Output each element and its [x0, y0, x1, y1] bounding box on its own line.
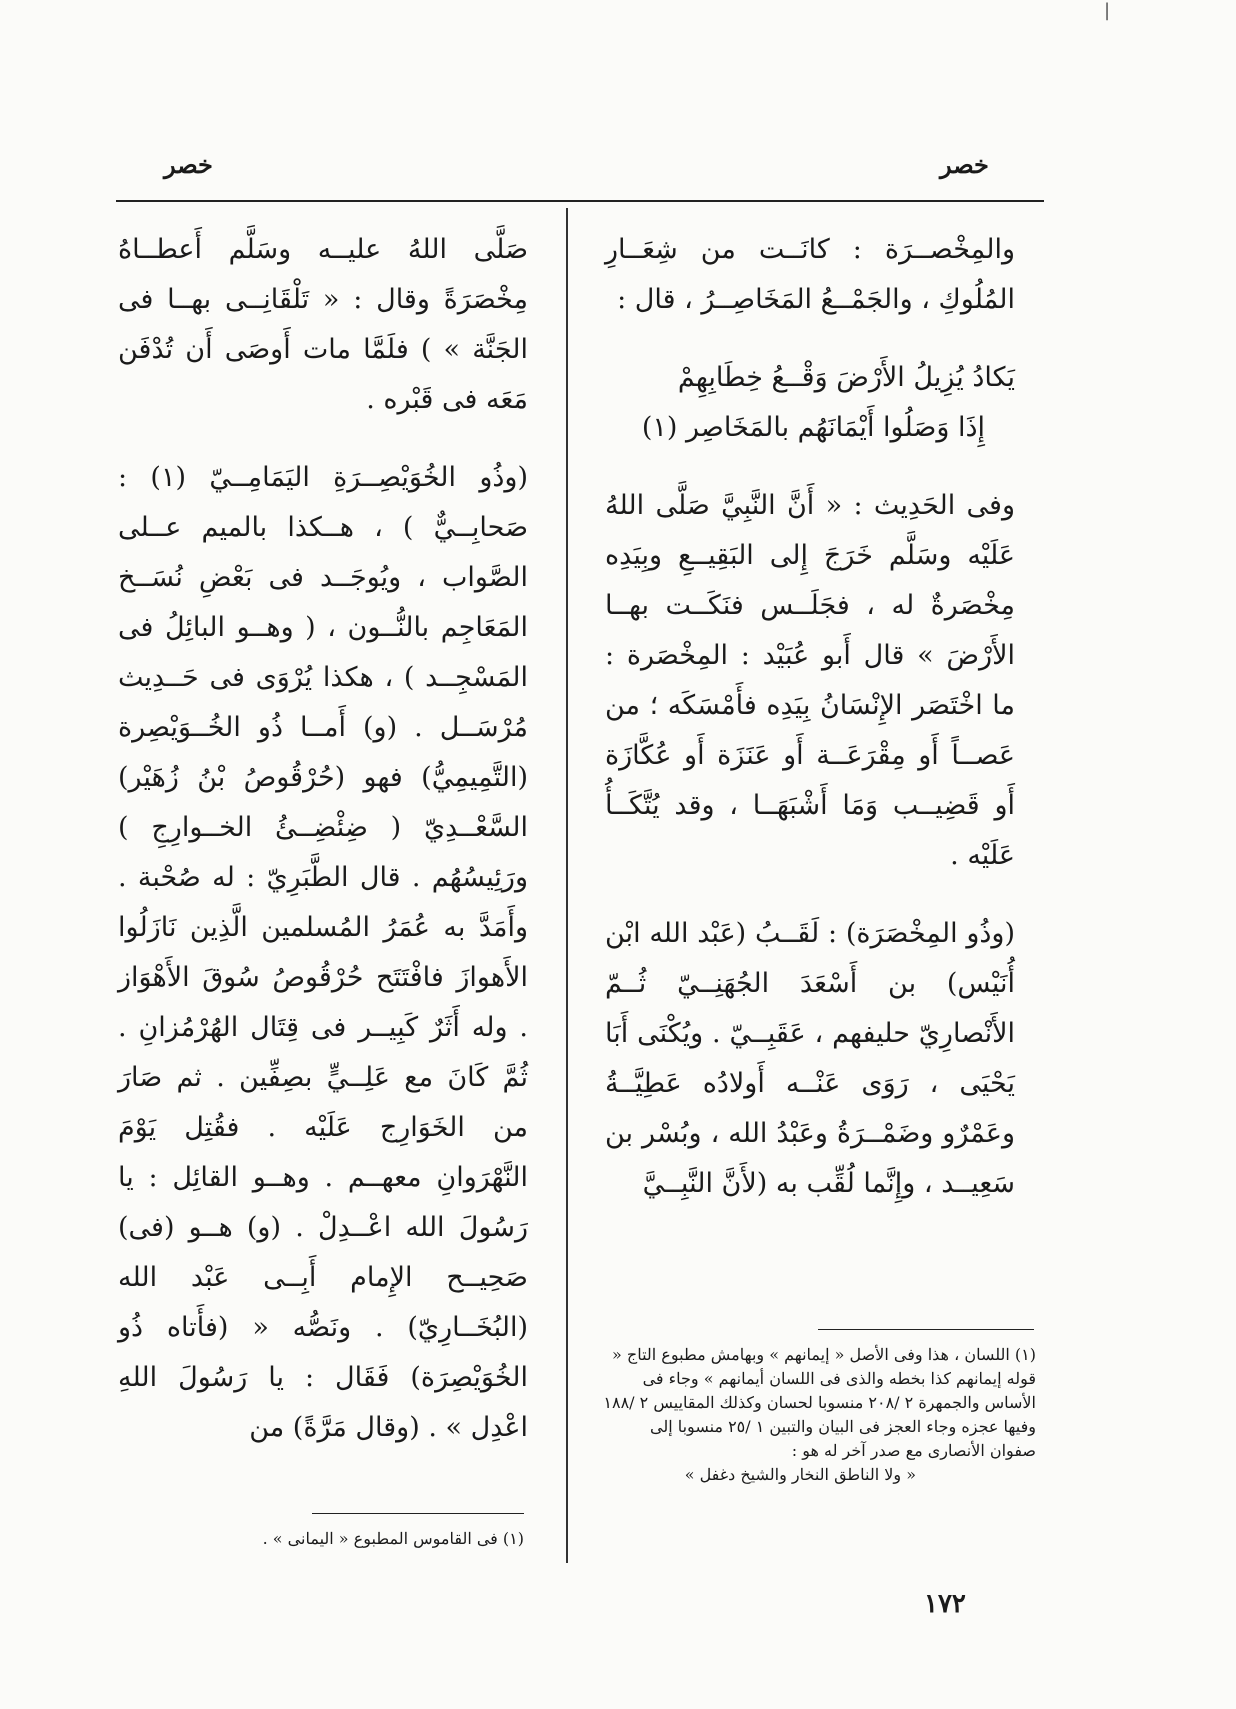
column-divider — [566, 208, 568, 1563]
right-column — [605, 225, 1015, 1209]
footnotes-left — [232, 1527, 524, 1551]
verse-line-2: إِذَا وَصَلُوا أَيْمَانَهُم بالمَخَاصِر (١) — [641, 412, 985, 443]
running-header-right: خصر — [940, 150, 989, 179]
left-paragraph-2: (وذُو الخُوَيْصِــرَةِ اليَمَامِــيّ (١) : صَحابِــيٌّ ) ، هــكذا بالميم عــلى الصَّواب ، ويُوجَــد فى بَعْضِ نُسَــخ المَعَاجِم بالنُّــون ، ( وهــو البائِلُ فى المَسْجِــد ) ، هكذا يُرْوَى فى حَــدِيث مُرْسَــل . (و) أَمــا ذُو الخُــوَيْصِرة (التَّمِيمِيُّ) فهو (حُرْقُوصُ بْنُ زُهَيْر) السَّعْــدِيّ ( ضِئْضِــئُ الخــوارِجِ ) ورَئِيسُهُم . قال الطَّبَرِيّ : له صُحْبة . وأَمَدَّ به عُمَرُ المُسلمين الَّذِين نَازَلُوا الأَهوازَ فافْتَتَح حُرْقُوصُ سُوقَ الأَهْوَاز . وله أَثَرٌ كَبِيــر فى قِتَال الهُرْمُزانِ . ثُمَّ كَانَ مع عَلِــيٍّ بصِفِّين . ثم صَارَ من الخَوَارِج عَلَيْه . فقُتِل يَوْمَ النَّهْرَوانِ معهــم . وهــو القائِل : يا رَسُولَ الله اعْــدِلْ . (و) هــو (فى) صَحِيــح الإِمام أَبِــى عَبْد الله (البُخَــارِيّ) . ونَصُّه « (فأَتاه ذُو الخُوَيْصِرَة) فَقَال : يا رَسُولَ اللهِ اعْدِل » . (وقال مَرَّةً) من — [118, 462, 528, 1443]
footnote-right-1: (١) اللسان ، هذا وفى الأصل « إيمانهم » وبهامش مطبوع التاج « قوله إيمانهم كذا بخطه والذى فى اللسان أيمانهم » وجاء فى الأساس والجمهرة ٢ /٢٠٨ منسوبا لحسان وكذلك المقاييس ٢ /١٨٨ وفيها عجزه وجاء العجز فى البيان والتبين ١ /٢٥ منسوبا إلى صفوان الأنصارى مع صدر آخر له هو : — [603, 1345, 1036, 1460]
verse-line-1: يَكادُ يُزِيلُ الأَرْضَ وَقْــعُ خِطَابِهِمْ — [677, 362, 1015, 393]
right-paragraph-2: وفى الحَدِيث : « أَنَّ النَّبِيَّ صَلَّى اللهُ عَلَيْه وسَلَّم خَرَجَ إِلى البَقِيــعِ وبِيَدِه مِخْصَرةٌ له ، فجَلَــس فنَكَــت بهــا الأَرْضَ » قال أَبو عُبَيْد : المِخْصَرة : ما اخْتَصَر الإِنْسَانُ بِيَدِه فأَمْسَكَه ؛ من عَصــاً أَو مِقْرَعَــة أَو عَنَزَة أَو عُكَّازَة أَو قَضِيــب وَمَا أَشْبَهَــا ، وقد يُتَّكَــأُ عَلَيْه . — [605, 490, 1015, 871]
page-number: ١٧٢ — [924, 1589, 966, 1619]
header-rule — [116, 200, 1044, 202]
footnote-rule-right — [818, 1329, 1034, 1330]
scan-mark: | — [1104, 0, 1111, 21]
footnotes-right — [600, 1343, 1036, 1487]
left-paragraph-1: صَلَّى اللهُ عليــه وسَلَّم أَعطــاهُ مِخْصَرَةً وقال : « تَلْقَانِــى بهــا فى الجَنَّة » ) فلَمَّا مات أَوصَى أَن تُدْفَن مَعَه فى قَبْره . — [118, 234, 528, 415]
right-paragraph-3: (وذُو المِخْصَرَة) : لَقَــبُ (عَبْد الله ابْن أُنَيْس) بن أَسْعَدَ الجُهَنِــيّ ثُــمّ الأَنْصارِيّ حليفهم ، عَقَبِــيّ . ويُكْنَى أَبَا يَحْيَى ، رَوَى عَنْــه أَولادُه عَطِيَّــةُ وعَمْرٌو وضَمْــرَةُ وعَبْدُ الله ، وبُسْر بن سَعِيــد ، وإِنَّما لُقِّب به (لأَنَّ النَّبِــيَّ — [605, 918, 1015, 1199]
right-paragraph-1: والمِخْصــرَة : كانَــت من شِعَــارِ المُلُوكِ ، والجَمْــعُ المَخَاصِــرُ ، قال : — [605, 234, 1015, 315]
footnote-left-1: (١) فى القاموس المطبوع « اليمانى » . — [262, 1529, 524, 1548]
left-column — [118, 225, 528, 1453]
footnote-rule-left — [312, 1513, 524, 1514]
footnote-right-2: « ولا الناطق النخار والشيخ دغفل » — [684, 1465, 916, 1484]
running-header-left: خصر — [164, 150, 213, 179]
